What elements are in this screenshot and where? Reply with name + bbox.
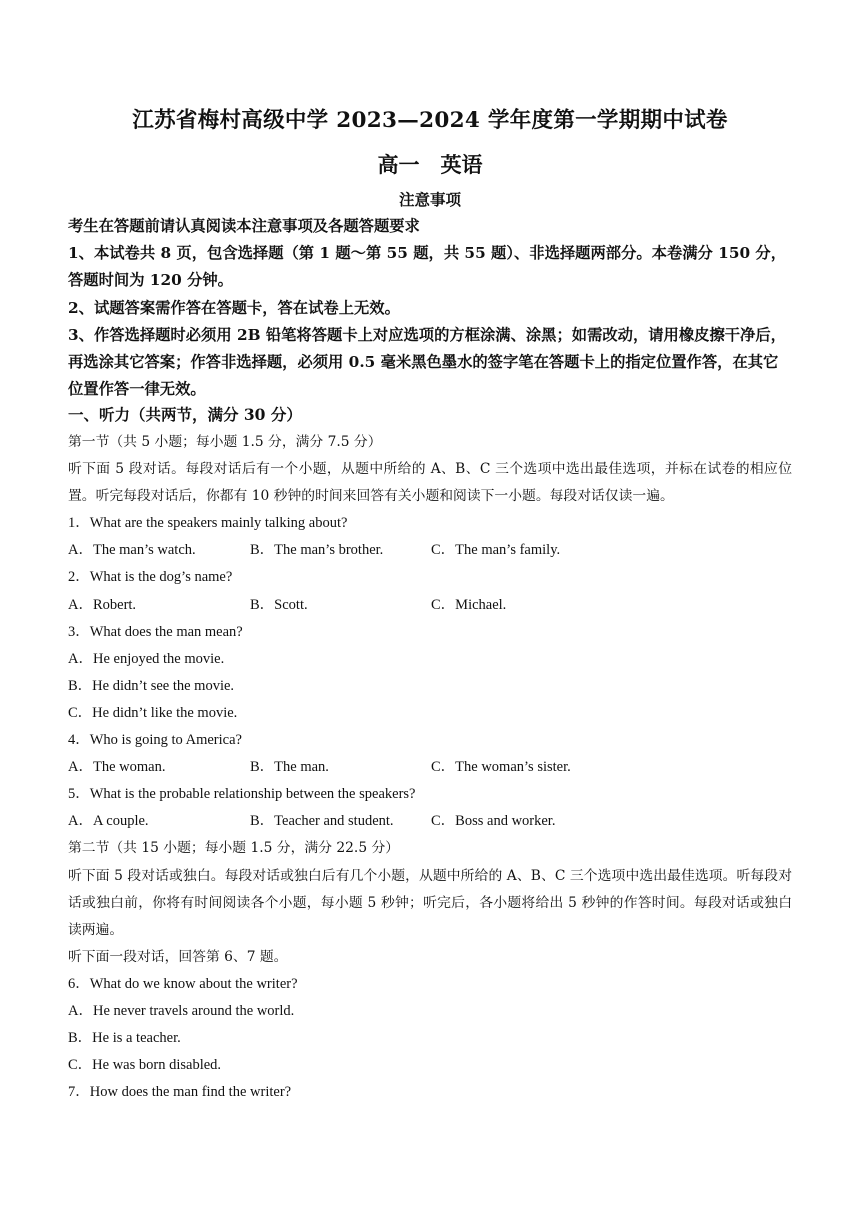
option-b: B．The man’s brother. <box>250 542 384 559</box>
question-6: 6．What do we know about the writer? <box>68 975 298 992</box>
option-b: B．Scott. <box>250 596 308 613</box>
part1-title: 第一节（共 5 小题；每小题 1.5 分，满分 7.5 分） <box>68 434 382 450</box>
note-2: 2、试题答案需作答在答题卡，答在试卷上无效。 <box>68 298 400 317</box>
notes-block <box>68 213 792 403</box>
question-1: 1．What are the speakers mainly talking about? <box>68 515 348 532</box>
question-4-options <box>68 754 792 781</box>
exam-subtitle: 高一 英语 <box>377 152 483 177</box>
notice-heading: 注意事项 <box>398 190 461 209</box>
question-2: 2．What is the dog’s name? <box>68 569 233 586</box>
option-b: B．The man. <box>250 759 329 776</box>
option-a: A．Robert. <box>68 596 137 613</box>
option-c: C．The woman’s sister. <box>431 759 571 776</box>
option-b: B．Teacher and student. <box>250 813 394 830</box>
option-a: A．A couple. <box>68 813 149 830</box>
option-c: C．Boss and worker. <box>431 813 556 830</box>
option-c: C．Michael. <box>431 596 507 613</box>
option-a: A．He never travels around the world. <box>68 1002 295 1019</box>
question-5-options <box>68 808 792 835</box>
option-b: B．He is a teacher. <box>68 1030 181 1047</box>
option-b: B．He didn’t see the movie. <box>68 677 235 694</box>
note-3: 3、作答选择题时必须用 2B 铅笔将答题卡上对应选项的方框涂满、涂黑；如需改动，请用橡皮擦干净后，再选涂其它答案；作答非选择题，必须用 0.5 毫米黑色墨水的签字笔在答题卡上的指定位置作答，在其它位置作答一律无效。 <box>68 325 786 399</box>
option-c: C．He was born disabled. <box>68 1057 222 1074</box>
note-1: 1、本试卷共 8 页，包含选择题（第 1 题～第 55 题，共 55 题）、非选择题两部分。本卷满分 150 分，答题时间为 120 分钟。 <box>68 244 787 290</box>
option-c: C．The man’s family. <box>431 542 561 559</box>
section-title: 一、听力（共两节，满分 30 分） <box>68 405 302 424</box>
exam-title: 江苏省梅村高级中学 2023—2024 学年度第一学期期中试卷 <box>132 108 728 133</box>
option-c: C．He didn’t like the movie. <box>68 704 238 721</box>
dialog-intro: 听下面一段对话，回答第 6、7 题。 <box>68 948 288 965</box>
option-a: A．The woman. <box>68 759 166 776</box>
note-intro: 考生在答题前请认真阅读本注意事项及各题答题要求 <box>68 217 420 235</box>
question-3: 3．What does the man mean? <box>68 623 243 640</box>
question-7: 7．How does the man find the writer? <box>68 1084 292 1101</box>
part2-title: 第二节（共 15 小题；每小题 1.5 分，满分 22.5 分） <box>68 840 400 857</box>
option-a: A．He enjoyed the movie. <box>68 650 225 667</box>
question-1-options <box>68 537 792 564</box>
part2-instructions: 听下面 5 段对话或独白。每段对话或独白后有几个小题，从题中所给的 A、B、C 三个选项中选出最佳选项。听每段对话或独白前，你将有时间阅读各个小题，每小题 5 秒钟；听完后，各小题将给出 5 秒钟的作答时间。每段对话或独白读两遍。 <box>68 867 792 938</box>
part1-instructions: 听下面 5 段对话。每段对话后有一个小题，从题中所给的 A、B、C 三个选项中选出最佳选项，并标在试卷的相应位置。听完每段对话后，你都有 10 秒钟的时间来回答有关小题和阅读下一小题。每段对话仅读一遍。 <box>68 461 792 505</box>
listening-section <box>68 403 792 1106</box>
option-a: A．The man’s watch. <box>68 542 196 559</box>
question-5: 5．What is the probable relationship between the speakers? <box>68 786 416 803</box>
question-4: 4．Who is going to America? <box>68 732 242 749</box>
question-2-options <box>68 592 792 619</box>
